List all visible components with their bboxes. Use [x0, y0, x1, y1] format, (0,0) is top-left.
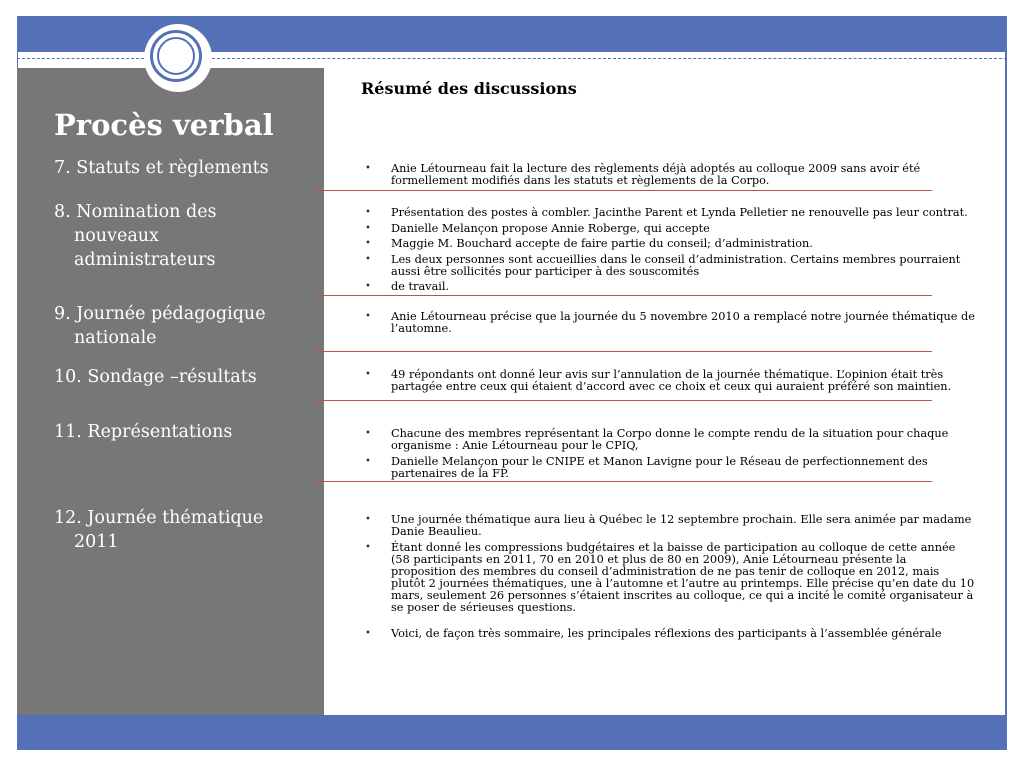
section-divider	[315, 190, 932, 191]
topic-label: 12. Journée thématique	[54, 508, 264, 528]
bullet-item: • de travail.	[363, 281, 975, 293]
bullet-item: • Anie Létourneau fait la lecture des règlements déjà adoptés au colloque 2009 sans avoir été formellement modifiés dans les statuts et règlements de la Corpo.	[363, 163, 975, 187]
bullet-list-journee-thematique	[363, 514, 975, 643]
bullet-item: • Voici, de façon très sommaire, les principales réflexions des participants à l’assemblée générale	[363, 628, 975, 640]
frame-right-edge	[1005, 52, 1007, 715]
topic-journee-pedagogique	[54, 302, 314, 350]
bullet-item: • Les deux personnes sont accueillies dans le conseil d’administration. Certains membres pourraient aussi être sollicités pour participer à des souscomités	[363, 254, 975, 278]
topic-label: 8. Nomination des	[54, 202, 217, 222]
topic-label-cont: nationale	[74, 328, 157, 348]
topic-journee-thematique	[54, 506, 314, 554]
section-divider	[315, 295, 932, 296]
bullet-item: • Étant donné les compressions budgétaires et la baisse de participation au colloque de cette année (58 participants en 2011, 70 en 2010 et plus de 80 en 2009), Anie Létourneau présente la proposition des membres du conseil d’administration de ne pas tenir de colloque en 2012, mais plutôt 2 journées thématiques, une à l’automne et l’autre au printemps. Elle précise qu’en date du 10 mars, seulement 26 personnes s’étaient inscrites au colloque, ce qui a incité le comité organisateur à se poser de sérieuses questions.	[363, 542, 975, 614]
summary-heading: Résumé des discussions	[361, 79, 577, 98]
topic-label: 11. Représentations	[54, 422, 233, 442]
bullet-item: • Une journée thématique aura lieu à Québec le 12 septembre prochain. Elle sera animée par madame Danie Beaulieu.	[363, 514, 975, 538]
dashed-rule-right	[212, 58, 1007, 59]
circle-ornament-inner	[157, 37, 195, 75]
bullet-list-nomination	[363, 207, 975, 297]
bullet-list-journee-pedagogique	[363, 311, 975, 339]
bullet-list-sondage	[363, 369, 975, 397]
topic-sondage	[54, 365, 314, 389]
section-divider	[315, 400, 932, 401]
bullet-list-statuts	[363, 163, 975, 191]
topic-label: 7. Statuts et règlements	[54, 158, 269, 178]
topic-label-cont: 2011	[74, 532, 119, 552]
bullet-list-representations	[363, 428, 975, 483]
section-divider	[315, 481, 932, 482]
topic-label-cont: administrateurs	[74, 250, 216, 270]
topic-label: 9. Journée pédagogique	[54, 304, 266, 324]
topic-statuts	[54, 156, 314, 180]
bullet-item: • Chacune des membres représentant la Corpo donne le compte rendu de la situation pour chaque organisme : Anie Létourneau pour le CPIQ,	[363, 428, 975, 452]
section-divider	[315, 351, 932, 352]
bullet-item: • Maggie M. Bouchard accepte de faire partie du conseil; d’administration.	[363, 238, 975, 250]
slide-title: Procès verbal	[54, 108, 274, 142]
bottom-band	[17, 715, 1007, 750]
bullet-item: • Danielle Melançon propose Annie Roberge, qui accepte	[363, 223, 975, 235]
dashed-rule-left	[17, 58, 144, 59]
topic-nomination	[54, 200, 314, 272]
bullet-item: • Anie Létourneau précise que la journée du 5 novembre 2010 a remplacé notre journée thématique de l’automne.	[363, 311, 975, 335]
topic-representations	[54, 420, 314, 444]
bullet-item: • Présentation des postes à combler. Jacinthe Parent et Lynda Pelletier ne renouvelle pas leur contrat.	[363, 207, 975, 219]
bullet-item: • 49 répondants ont donné leur avis sur l’annulation de la journée thématique. L’opinion était très partagée entre ceux qui étaient d’accord avec ce choix et ceux qui auraient préféré son maintien.	[363, 369, 975, 393]
topic-label: 10. Sondage –résultats	[54, 367, 257, 387]
bullet-item: • Danielle Melançon pour le CNIPE et Manon Lavigne pour le Réseau de perfectionnement des partenaires de la FP.	[363, 456, 975, 480]
topic-label-cont: nouveaux	[74, 226, 159, 246]
